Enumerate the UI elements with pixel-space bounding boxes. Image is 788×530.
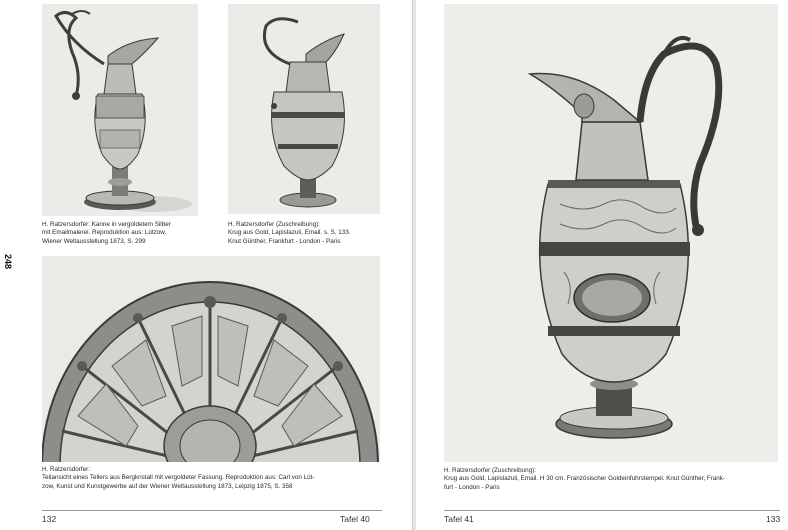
jug-krug-large-illustration	[444, 4, 778, 462]
photo-jug-krug-large	[444, 4, 778, 462]
caption-teller: H. Ratzersdorfer: Teilansicht eines Tellers aus Bergkristall mit vergoldeter Fassung. Reproduktion aus: Carl von Lüt- zow, Kunst und Kunstgewerbe auf der Wiener Weltausstellung 1873, Leipzig 1875, S. 358	[42, 466, 315, 490]
caption-krug: H. Ratzersdorfer (Zuschreibung): Krug aus Gold, Lapislazuli, Email. s. S. 133. Knut Günther, Frankfurt - London - Paris	[228, 221, 351, 245]
footer-rule-right	[444, 510, 780, 511]
photo-jug-krug	[228, 4, 380, 214]
plate-teller-illustration	[42, 256, 380, 462]
page-number-right: 133	[766, 514, 781, 524]
photo-ewer-kanne	[42, 4, 198, 216]
caption-krug-large: H. Ratzersdorfer (Zuschreibung): Krug aus Gold, Lapislazuli, Email. H 30 cm. Französischer Goldeinfuhrstempel. Knut Günther, Frank- furt - London - Paris	[444, 467, 726, 491]
ewer-kanne-illustration	[42, 4, 198, 216]
plate-number-right: Tafel 41	[444, 514, 474, 524]
photo-plate-teller	[42, 256, 380, 462]
page-number-left: 132	[42, 514, 57, 524]
footer-rule-left	[42, 510, 382, 511]
right-page	[416, 0, 788, 530]
plate-number-left: Tafel 40	[340, 514, 370, 524]
page-side-number: 248	[3, 254, 13, 270]
caption-kanne: H. Ratzersdorfer: Kanne in vergoldetem Silber mit Emailmalerei. Reproduktion aus: Lützow, Wiener Weltausstellung 1873, S. 299	[42, 221, 171, 245]
jug-krug-illustration	[228, 4, 380, 214]
